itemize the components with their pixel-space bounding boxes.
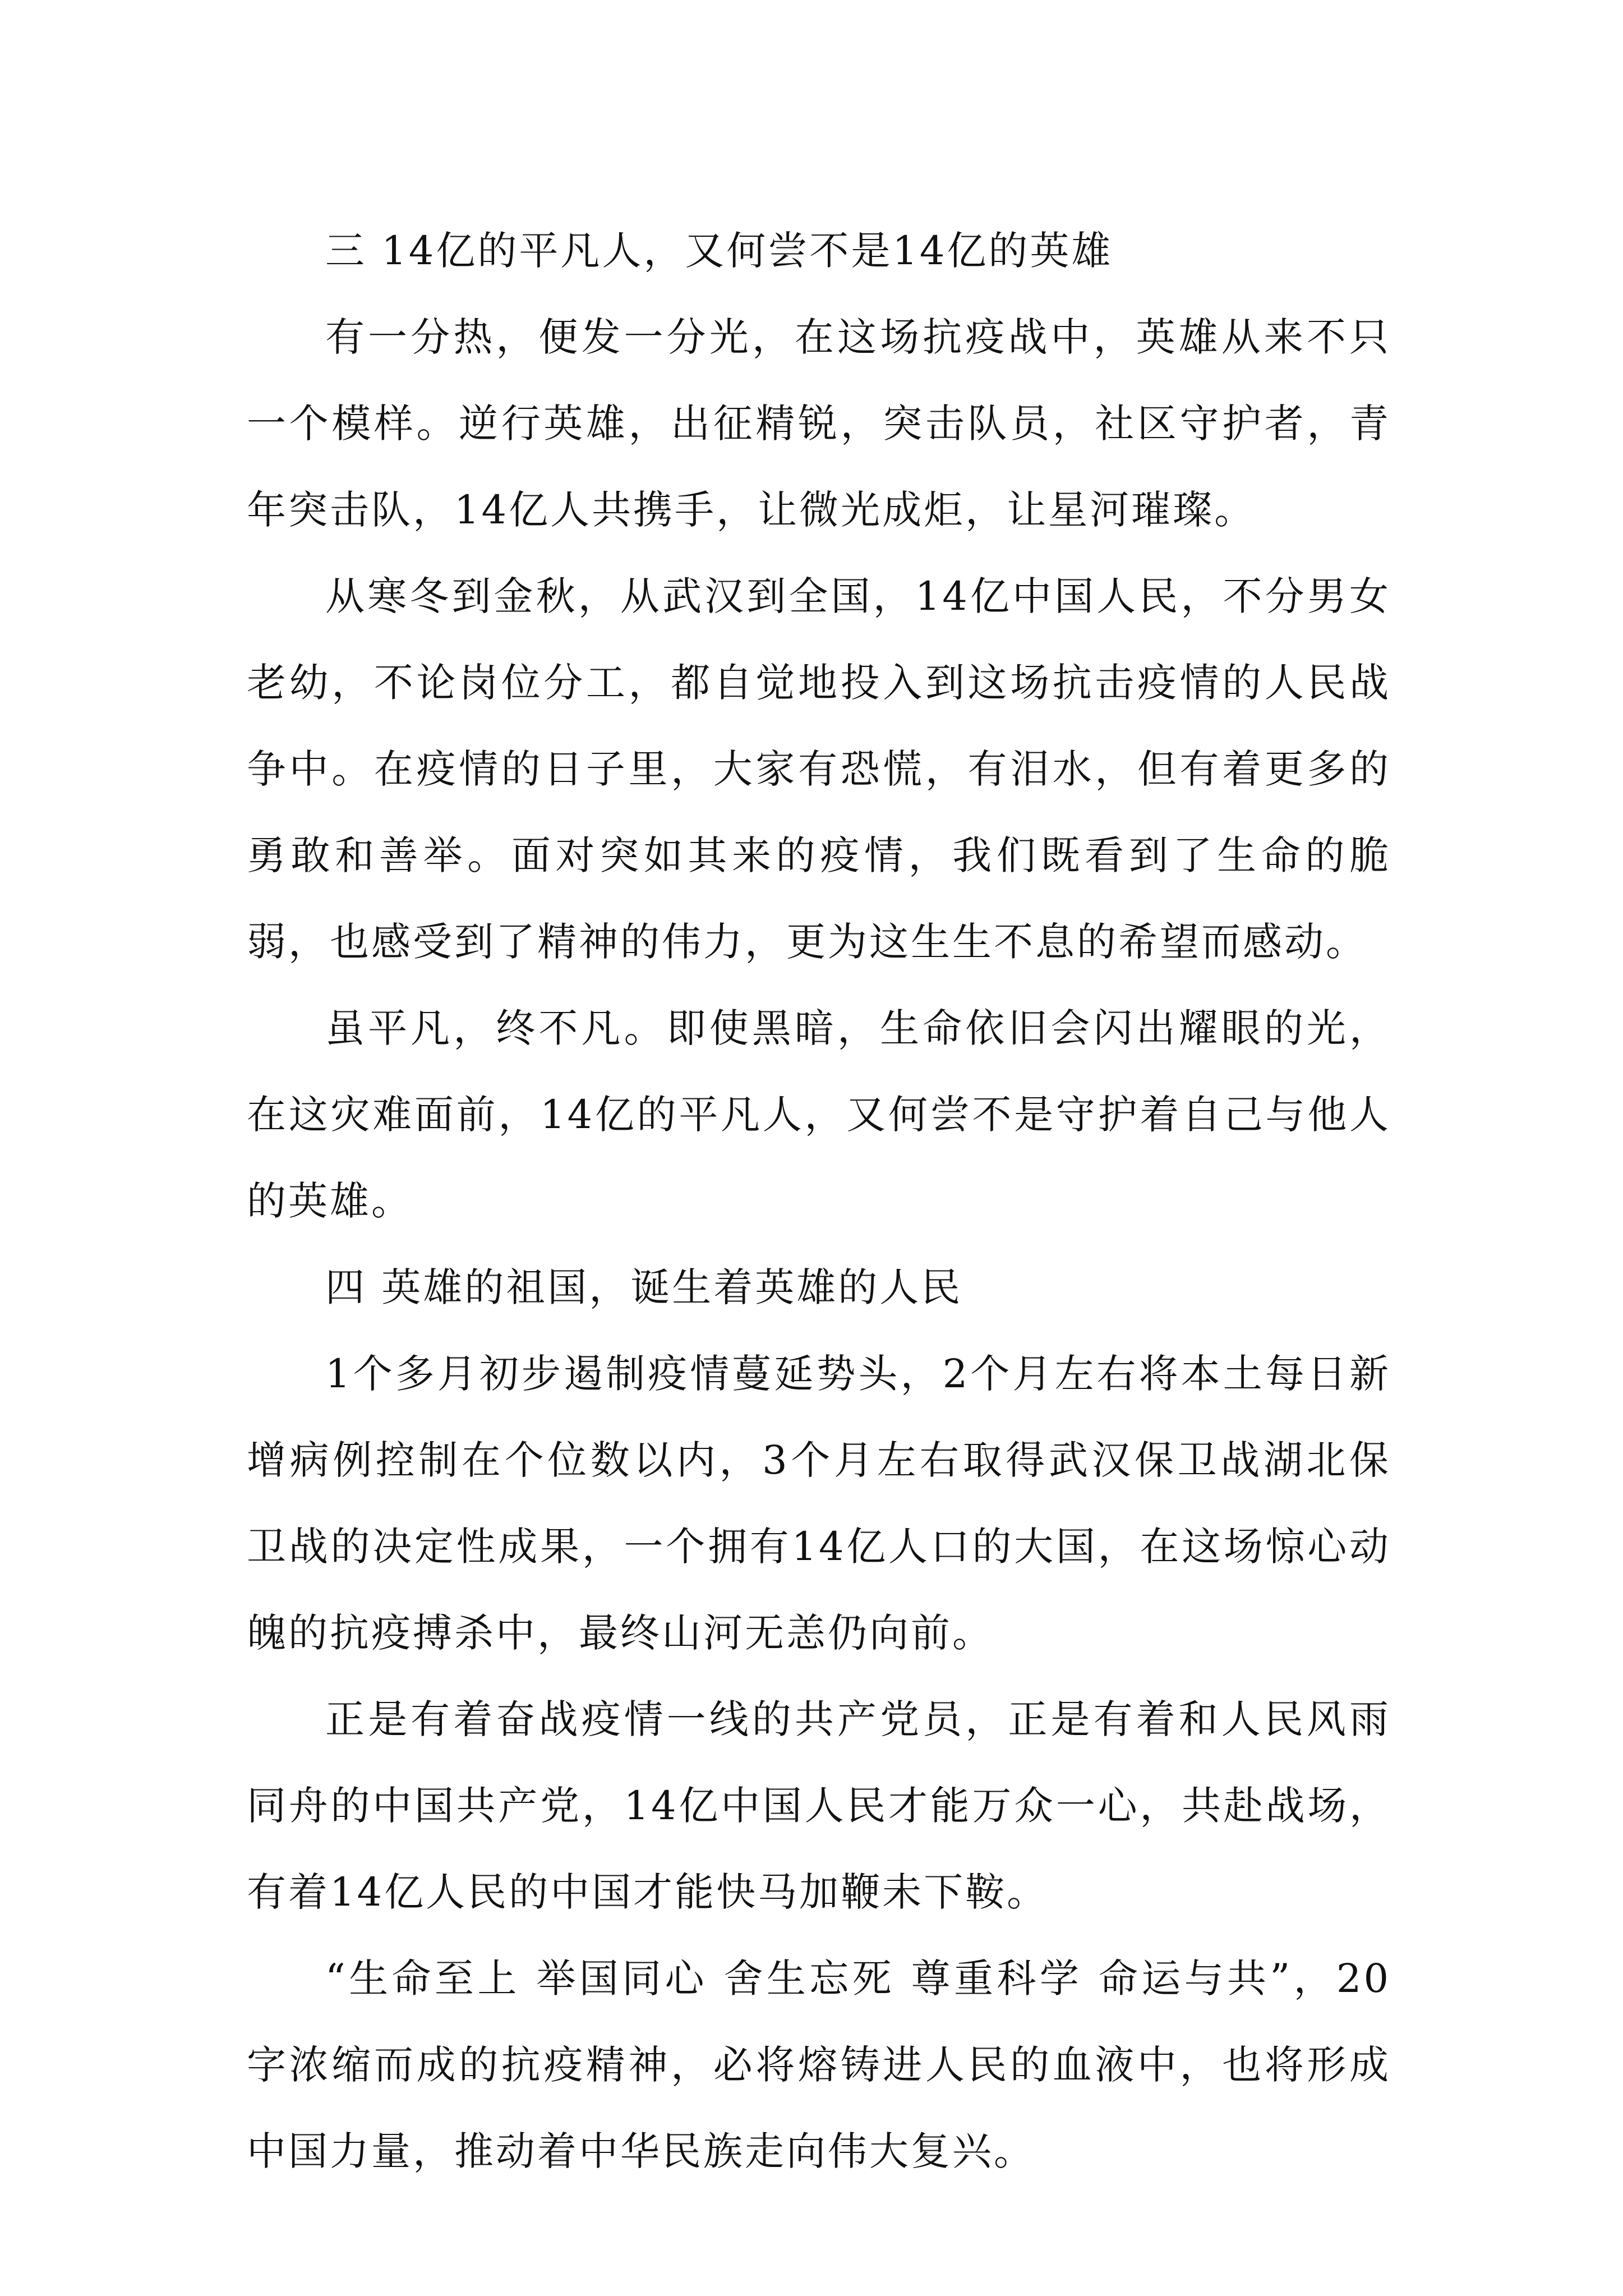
body-paragraph: 有一分热，便发一分光，在这场抗疫战中，英雄从来不只一个模样。逆行英雄，出征精锐，突击队员，社区守护者，青年突击队，14亿人共携手，让微光成炬，让星河璀璨。 (247, 314, 1391, 533)
body-paragraph: “生命至上 举国同心 舍生忘死 尊重科学 命运与共”，20字浓缩而成的抗疫精神，必将熔铸进人民的血液中，也将形成中国力量，推动着中华民族走向伟大复兴。 (247, 1955, 1391, 2174)
body-paragraph: 1个多月初步遏制疫情蔓延势头，2个月左右将本土每日新增病例控制在个位数以内，3个月左右取得武汉保卫战湖北保卫战的决定性成果，一个拥有14亿人口的大国，在这场惊心动魄的抗疫搏杀中，最终山河无恙仍向前。 (247, 1351, 1391, 1656)
section-heading-4: 四 英雄的祖国，诞生着英雄的人民 (325, 1264, 963, 1310)
body-paragraph: 正是有着奋战疫情一线的共产党员，正是有着和人民风雨同舟的中国共产党，14亿中国人民才能万众一心，共赴战场，有着14亿人民的中国才能快马加鞭未下鞍。 (247, 1696, 1391, 1915)
body-paragraph: 虽平凡，终不凡。即使黑暗，生命依旧会闪出耀眼的光，在这灾难面前，14亿的平凡人，又何尝不是守护着自己与他人的英雄。 (247, 1005, 1391, 1224)
document-body (247, 208, 1391, 2194)
body-paragraph: 从寒冬到金秋，从武汉到全国，14亿中国人民，不分男女老幼，不论岗位分工，都自觉地投入到这场抗击疫情的人民战争中。在疫情的日子里，大家有恐慌，有泪水，但有着更多的勇敢和善举。面对突如其来的疫情，我们既看到了生命的脆弱，也感受到了精神的伟力，更为这生生不息的希望而感动。 (247, 573, 1391, 965)
section-heading-3: 三 14亿的平凡人，又何尝不是14亿的英雄 (325, 228, 1113, 274)
